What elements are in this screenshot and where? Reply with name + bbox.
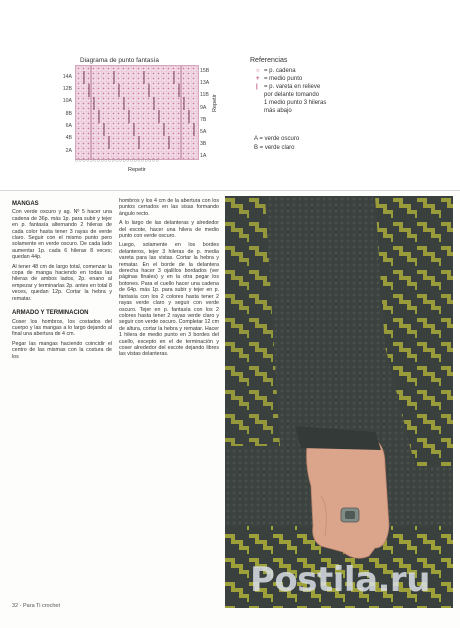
chain-stitch-icon: ○ bbox=[256, 68, 260, 74]
paragraph: Con verde oscuro y ag. Nº 5 hacer una cadena de 36p. más 1p. para subir y tejer en p. fantasía alternando 2 hileras de cada color hasta tener 3 rayas de verde claro. Seguir con el mismo punto pero solamente en verde oscuro. De cada lado aumentar 1p. cada 6 hileras 8 veces; quedan 44p. bbox=[12, 209, 112, 261]
diagram-panel bbox=[0, 0, 460, 191]
repeat-label-vertical: Repetir bbox=[212, 94, 218, 112]
paragraph: Luego, solamente en los bordes delanteros, tejer 3 hileras de p. media vareta para las vistas. Cortar la hebra y rematar. En el borde de la delantera derecha hacer 3 ojalillos bordados (ver páginas finales) y en la otra pegar los botones. Para el cuello hacer una cadena de 64p. más 1p. para subir y tejer en p. fantasía con los 2 colores hasta tener 2 rayas verde claro y seguir con verde oscuro. Tejer en p. fantasía con los 2 colores hasta tener 2 rayas verde claro y seguir con verde oscuro. Completar 12 cm de altura, cortar la hebra y rematar. Hacer 1 hilera de medio punto en 3 bordes del cuello, excepto en el de terminación y coser alrededor del escote dejando libres las vistas delanteras. bbox=[119, 242, 219, 358]
reference-item: | = p. vareta en relieve bbox=[256, 84, 321, 90]
reference-item: ○ = p. cadena bbox=[256, 68, 296, 74]
paragraph: Al tener 48 cm de largo total, comenzar la copa de manga haciendo en todas las hileras de ambos lados, 2p. enano al empezar y terminarlas 2p. antes en total 8 veces, quedan 12p. Cortar la hebra y rematar. bbox=[12, 263, 112, 302]
row-label-right: 7B bbox=[200, 117, 207, 123]
paragraph: Pegar las mangas haciendo coincidir el centro de las mismas con la costura de los bbox=[12, 340, 112, 360]
reference-item: + = medio punto bbox=[256, 76, 303, 82]
row-label-left: 4B bbox=[65, 135, 72, 141]
row-label-right: 3B bbox=[200, 141, 207, 147]
watermark-text: Postila.ru bbox=[250, 560, 430, 600]
color-ref-a: A = verde oscuro bbox=[254, 136, 300, 142]
instructions-column-2 bbox=[119, 198, 219, 361]
heading-mangas: MANGAS bbox=[12, 201, 39, 207]
row-label-right: 11B bbox=[200, 92, 209, 98]
row-label-left: 8B bbox=[65, 111, 72, 117]
row-label-left: 2A bbox=[65, 148, 72, 154]
references-title: Referencias bbox=[250, 57, 288, 64]
reference-item-cont: 1 medio punto 3 hileras bbox=[264, 100, 327, 106]
paragraph: hombros y los 4 cm de la abertura con los puntos cerrados en las sisas formando ángulo recto. bbox=[119, 198, 219, 217]
row-label-right: 5A bbox=[200, 129, 207, 135]
single-crochet-icon: + bbox=[256, 76, 260, 82]
relief-stitch-icon: | bbox=[256, 84, 258, 90]
row-label-left: 10A bbox=[62, 98, 72, 104]
color-ref-b: B = verde claro bbox=[254, 145, 295, 151]
reference-item-cont: por delante tomando bbox=[264, 92, 320, 98]
row-label-right: 15B bbox=[200, 68, 210, 74]
instructions-column-1 bbox=[12, 198, 112, 363]
paragraph: Coser los hombros, los costados del cuerpo y las mangas a lo largo dejando al final una abertura de 4 cm. bbox=[12, 318, 112, 338]
chain-row-dots: ○○○○○○○○○○○○○○○○○○○○○○○ bbox=[75, 158, 160, 164]
repeat-label-bottom: Repetir bbox=[128, 167, 146, 173]
row-label-right: 1A bbox=[200, 153, 207, 159]
garment-photo bbox=[225, 196, 453, 608]
reference-item-cont: más abajo bbox=[264, 108, 292, 114]
page-footer: 32 · Para Ti crochet bbox=[12, 603, 60, 609]
row-label-left: 12B bbox=[62, 86, 72, 92]
row-label-right: 13A bbox=[200, 80, 210, 86]
row-label-left: 14A bbox=[62, 74, 72, 80]
stitch-chart bbox=[75, 65, 199, 160]
row-label-right: 9A bbox=[200, 105, 207, 111]
heading-armado: ARMADO Y TERMINACION bbox=[12, 310, 89, 317]
row-label-left: 6A bbox=[65, 123, 72, 129]
paragraph: A lo largo de las delanteras y alrededor del escote, hacer una hilera de medio punto con verde oscuro. bbox=[119, 220, 219, 240]
diagram-title: Diagrama de punto fantasía bbox=[80, 57, 159, 64]
